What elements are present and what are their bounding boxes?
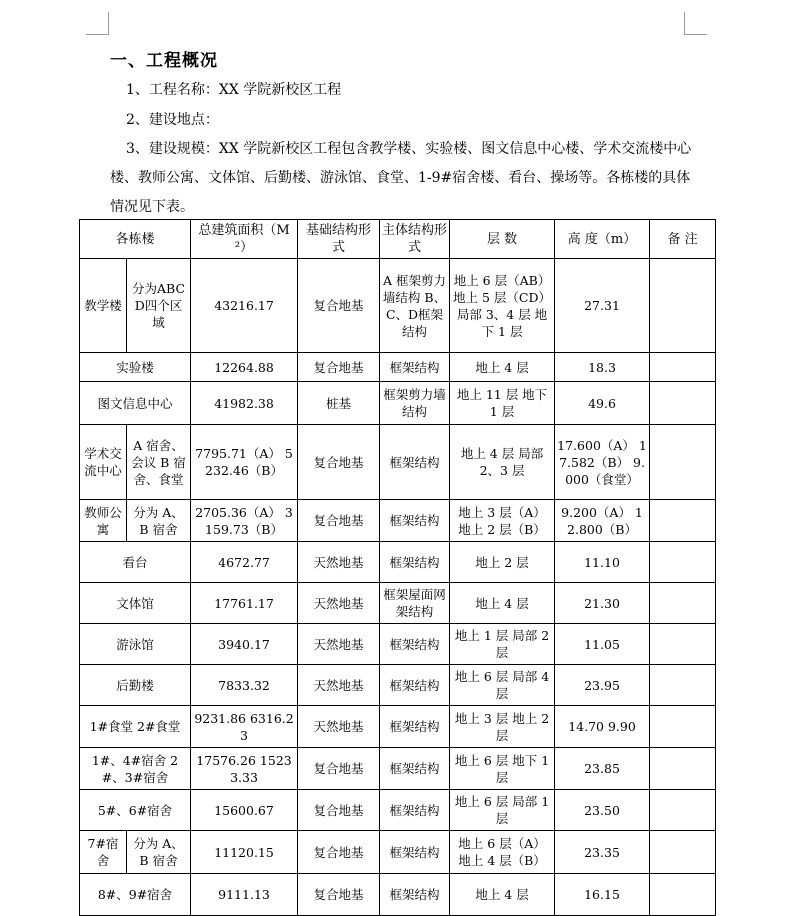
table-row	[80, 790, 716, 831]
area-cell: 9231.86 6316.23	[191, 706, 298, 748]
area-cell: 3940.17	[191, 624, 298, 665]
table-row	[80, 748, 716, 790]
table-row	[80, 500, 716, 542]
height-cell: 23.50	[555, 790, 650, 831]
table-row	[80, 259, 716, 353]
foundation-cell: 复合地基	[298, 874, 380, 916]
structure-cell: 框架结构	[380, 665, 450, 706]
floors-cell: 地上 6 层 局部 4 层	[450, 665, 555, 706]
height-cell: 23.95	[555, 665, 650, 706]
structure-cell: 框架结构	[380, 542, 450, 583]
building-name: 文体馆	[80, 583, 191, 624]
height-cell: 17.600（A） 17.582（B） 9.000（食堂）	[555, 425, 650, 500]
table-row	[80, 425, 716, 500]
page-corner-mark-left	[86, 12, 109, 35]
header-area: 总建筑面积（M²）	[191, 220, 298, 259]
structure-cell: 框架结构	[380, 500, 450, 542]
section-heading: 一、工程概况	[110, 51, 218, 71]
foundation-cell: 复合地基	[298, 425, 380, 500]
foundation-cell: 复合地基	[298, 748, 380, 790]
table-row	[80, 706, 716, 748]
floors-cell: 地上 4 层	[450, 874, 555, 916]
foundation-cell: 复合地基	[298, 790, 380, 831]
foundation-cell: 天然地基	[298, 542, 380, 583]
building-name: 7#宿舍	[80, 831, 127, 874]
note-cell	[650, 748, 716, 790]
header-height: 高 度（m）	[555, 220, 650, 259]
area-cell: 7795.71（A） 5232.46（B）	[191, 425, 298, 500]
header-building: 各栋楼	[80, 220, 191, 259]
foundation-cell: 复合地基	[298, 831, 380, 874]
floors-cell: 地上 4 层	[450, 583, 555, 624]
structure-cell: 框架剪力墙结构	[380, 382, 450, 425]
note-cell	[650, 706, 716, 748]
table-row	[80, 665, 716, 706]
header-note: 备 注	[650, 220, 716, 259]
structure-cell: 框架结构	[380, 425, 450, 500]
floors-cell: 地上 3 层（A） 地上 2 层（B）	[450, 500, 555, 542]
structure-cell: 框架结构	[380, 706, 450, 748]
floors-cell: 地上 6 层 地下 1 层	[450, 748, 555, 790]
area-cell: 9111.13	[191, 874, 298, 916]
building-subdivision: 分为 A、B 宿舍	[127, 500, 191, 542]
height-cell: 18.3	[555, 353, 650, 382]
foundation-cell: 复合地基	[298, 259, 380, 353]
note-cell	[650, 583, 716, 624]
building-name: 教师公寓	[80, 500, 127, 542]
foundation-cell: 天然地基	[298, 583, 380, 624]
height-cell: 23.35	[555, 831, 650, 874]
table-header-row	[80, 220, 716, 259]
foundation-cell: 天然地基	[298, 624, 380, 665]
height-cell: 21.30	[555, 583, 650, 624]
area-cell: 11120.15	[191, 831, 298, 874]
note-cell	[650, 542, 716, 583]
foundation-cell: 复合地基	[298, 353, 380, 382]
building-subdivision: 分为ABCD四个区域	[127, 259, 191, 353]
note-cell	[650, 500, 716, 542]
height-cell: 27.31	[555, 259, 650, 353]
building-name: 后勤楼	[80, 665, 191, 706]
table-row	[80, 583, 716, 624]
foundation-cell: 复合地基	[298, 500, 380, 542]
building-subdivision: 分为 A、B 宿舍	[127, 831, 191, 874]
floors-cell: 地上 6 层（AB）地上 5 层（CD）局部 3、4 层 地下 1 层	[450, 259, 555, 353]
area-cell: 17761.17	[191, 583, 298, 624]
floors-cell: 地上 6 层（A） 地上 4 层（B）	[450, 831, 555, 874]
height-cell: 23.85	[555, 748, 650, 790]
foundation-cell: 天然地基	[298, 706, 380, 748]
floors-cell: 地上 4 层	[450, 353, 555, 382]
building-name: 看台	[80, 542, 191, 583]
building-name: 5#、6#宿舍	[80, 790, 191, 831]
height-cell: 16.15	[555, 874, 650, 916]
table-row	[80, 831, 716, 874]
area-cell: 12264.88	[191, 353, 298, 382]
note-cell	[650, 259, 716, 353]
building-name: 教学楼	[80, 259, 127, 353]
note-cell	[650, 790, 716, 831]
note-cell	[650, 624, 716, 665]
area-cell: 2705.36（A） 3159.73（B）	[191, 500, 298, 542]
structure-cell: 框架结构	[380, 353, 450, 382]
area-cell: 41982.38	[191, 382, 298, 425]
structure-cell: 框架结构	[380, 624, 450, 665]
structure-cell: 框架结构	[380, 748, 450, 790]
structure-cell: A 框架剪力墙结构 B、C、D框架结构	[380, 259, 450, 353]
note-cell	[650, 665, 716, 706]
area-cell: 17576.26 15233.33	[191, 748, 298, 790]
area-cell: 7833.32	[191, 665, 298, 706]
foundation-cell: 桩基	[298, 382, 380, 425]
height-cell: 49.6	[555, 382, 650, 425]
floors-cell: 地上 3 层 地上 2 层	[450, 706, 555, 748]
structure-cell: 框架结构	[380, 874, 450, 916]
header-structure: 主体结构形式	[380, 220, 450, 259]
table-row	[80, 542, 716, 583]
project-name-paragraph: 1、工程名称：XX 学院新校区工程	[126, 82, 342, 98]
floors-cell: 地上 4 层 局部 2、3 层	[450, 425, 555, 500]
note-cell	[650, 353, 716, 382]
building-name: 图文信息中心	[80, 382, 191, 425]
note-cell	[650, 425, 716, 500]
header-floors: 层 数	[450, 220, 555, 259]
building-name: 实验楼	[80, 353, 191, 382]
note-cell	[650, 831, 716, 874]
scale-paragraph: 3、建设规模：XX 学院新校区工程包含教学楼、实验楼、图文信息中心楼、学术交流楼中心楼、教师公寓、文体馆、后勤楼、游泳馆、食堂、1-9#宿舍楼、看台、操场等。各栋楼的具体情况见下表。	[110, 141, 692, 215]
foundation-cell: 天然地基	[298, 665, 380, 706]
note-cell	[650, 874, 716, 916]
height-cell: 11.10	[555, 542, 650, 583]
floors-cell: 地上 6 层 局部 1 层	[450, 790, 555, 831]
page-corner-mark-right	[684, 12, 707, 35]
table-row	[80, 874, 716, 916]
header-foundation: 基础结构形式	[298, 220, 380, 259]
structure-cell: 框架结构	[380, 790, 450, 831]
building-table	[79, 219, 716, 916]
note-cell	[650, 382, 716, 425]
table-row	[80, 624, 716, 665]
building-name: 8#、9#宿舍	[80, 874, 191, 916]
building-name: 学术交流中心	[80, 425, 127, 500]
floors-cell: 地上 1 层 局部 2 层	[450, 624, 555, 665]
height-cell: 14.70 9.90	[555, 706, 650, 748]
location-paragraph: 2、建设地点：	[126, 112, 219, 128]
table-row	[80, 353, 716, 382]
structure-cell: 框架屋面网架结构	[380, 583, 450, 624]
table-row	[80, 382, 716, 425]
floors-cell: 地上 11 层 地下 1 层	[450, 382, 555, 425]
building-name: 1#、4#宿舍 2#、3#宿舍	[80, 748, 191, 790]
height-cell: 9.200（A） 12.800（B）	[555, 500, 650, 542]
height-cell: 11.05	[555, 624, 650, 665]
floors-cell: 地上 2 层	[450, 542, 555, 583]
structure-cell: 框架结构	[380, 831, 450, 874]
area-cell: 4672.77	[191, 542, 298, 583]
building-name: 游泳馆	[80, 624, 191, 665]
area-cell: 43216.17	[191, 259, 298, 353]
building-name: 1#食堂 2#食堂	[80, 706, 191, 748]
building-subdivision: A 宿舍、会议 B 宿舍、食堂	[127, 425, 191, 500]
area-cell: 15600.67	[191, 790, 298, 831]
